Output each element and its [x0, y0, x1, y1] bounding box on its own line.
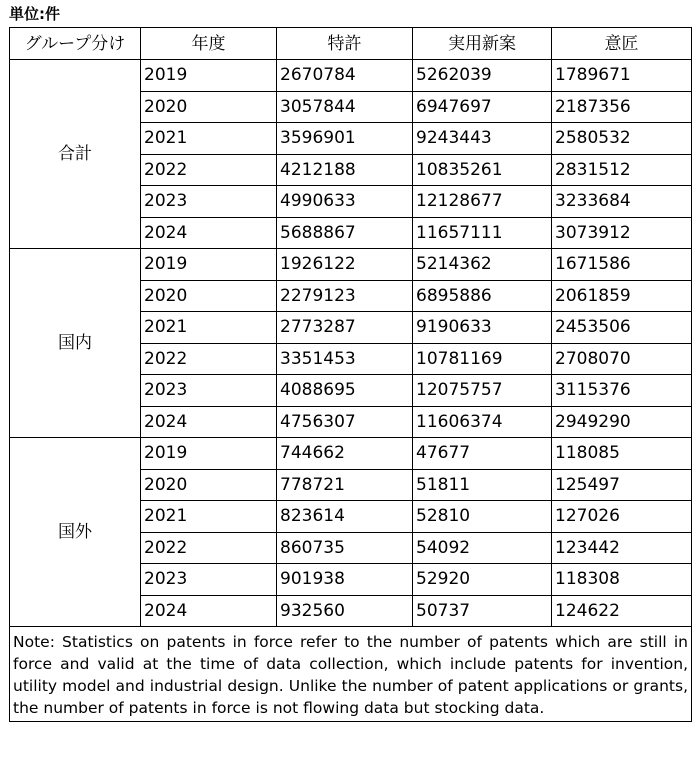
year-cell: 2020 — [141, 91, 277, 123]
patent-cell: 2279123 — [277, 280, 413, 312]
utility-model-cell: 6895886 — [413, 280, 552, 312]
design-cell: 123442 — [552, 532, 692, 564]
table-footer — [10, 627, 692, 722]
patent-cell: 3596901 — [277, 123, 413, 155]
year-cell: 2020 — [141, 280, 277, 312]
utility-model-cell: 50737 — [413, 595, 552, 627]
patent-cell: 4212188 — [277, 154, 413, 186]
utility-model-cell: 11606374 — [413, 406, 552, 438]
utility-model-cell: 9243443 — [413, 123, 552, 155]
patent-cell: 744662 — [277, 438, 413, 470]
year-cell: 2019 — [141, 249, 277, 281]
year-cell: 2023 — [141, 564, 277, 596]
year-cell: 2022 — [141, 343, 277, 375]
utility-model-cell: 10781169 — [413, 343, 552, 375]
design-cell: 2453506 — [552, 312, 692, 344]
year-cell: 2021 — [141, 123, 277, 155]
design-cell: 2949290 — [552, 406, 692, 438]
group-label: 合計 — [10, 60, 141, 249]
unit-label: 単位:件 — [9, 5, 60, 23]
group-label: 国外 — [10, 438, 141, 627]
utility-model-cell: 51811 — [413, 469, 552, 501]
utility-model-cell: 9190633 — [413, 312, 552, 344]
design-cell: 118308 — [552, 564, 692, 596]
patent-cell: 1926122 — [277, 249, 413, 281]
utility-model-cell: 52810 — [413, 501, 552, 533]
design-cell: 127026 — [552, 501, 692, 533]
patent-cell: 4088695 — [277, 375, 413, 407]
utility-model-cell: 5214362 — [413, 249, 552, 281]
patent-cell: 778721 — [277, 469, 413, 501]
design-cell: 3233684 — [552, 186, 692, 218]
table-row — [10, 438, 692, 470]
year-cell: 2024 — [141, 406, 277, 438]
year-cell: 2022 — [141, 154, 277, 186]
utility-model-cell: 12075757 — [413, 375, 552, 407]
table-header — [10, 28, 692, 60]
utility-model-cell: 6947697 — [413, 91, 552, 123]
year-cell: 2023 — [141, 375, 277, 407]
design-cell: 124622 — [552, 595, 692, 627]
design-cell: 2831512 — [552, 154, 692, 186]
design-cell: 1671586 — [552, 249, 692, 281]
design-cell: 118085 — [552, 438, 692, 470]
patent-cell: 901938 — [277, 564, 413, 596]
group-label: 国内 — [10, 249, 141, 438]
patent-cell: 2773287 — [277, 312, 413, 344]
header-utility-model: 実用新案 — [413, 28, 552, 60]
table-row — [10, 249, 692, 281]
design-cell: 2580532 — [552, 123, 692, 155]
patent-cell: 4990633 — [277, 186, 413, 218]
patent-cell: 860735 — [277, 532, 413, 564]
header-row — [10, 28, 692, 60]
utility-model-cell: 54092 — [413, 532, 552, 564]
design-cell: 1789671 — [552, 60, 692, 92]
header-year: 年度 — [141, 28, 277, 60]
year-cell: 2024 — [141, 217, 277, 249]
header-design: 意匠 — [552, 28, 692, 60]
year-cell: 2023 — [141, 186, 277, 218]
utility-model-cell: 52920 — [413, 564, 552, 596]
patent-cell: 3351453 — [277, 343, 413, 375]
design-cell: 3073912 — [552, 217, 692, 249]
year-cell: 2022 — [141, 532, 277, 564]
design-cell: 2708070 — [552, 343, 692, 375]
year-cell: 2019 — [141, 438, 277, 470]
year-cell: 2020 — [141, 469, 277, 501]
year-cell: 2024 — [141, 595, 277, 627]
utility-model-cell: 5262039 — [413, 60, 552, 92]
utility-model-cell: 10835261 — [413, 154, 552, 186]
header-patent: 特許 — [277, 28, 413, 60]
table-body — [10, 60, 692, 627]
utility-model-cell: 12128677 — [413, 186, 552, 218]
patent-cell: 5688867 — [277, 217, 413, 249]
utility-model-cell: 11657111 — [413, 217, 552, 249]
patent-cell: 3057844 — [277, 91, 413, 123]
patent-cell: 932560 — [277, 595, 413, 627]
patent-cell: 823614 — [277, 501, 413, 533]
utility-model-cell: 47677 — [413, 438, 552, 470]
patent-cell: 4756307 — [277, 406, 413, 438]
design-cell: 2187356 — [552, 91, 692, 123]
design-cell: 125497 — [552, 469, 692, 501]
note-text: Note: Statistics on patents in force refer to the number of patents which are still in force and valid at the time of data collection, which include patents for invention, utility model and industrial design. Unlike the number of patent applications or grants, the number of patents in force is not flowing data but stocking data. — [10, 627, 692, 722]
year-cell: 2019 — [141, 60, 277, 92]
patent-stats-table — [9, 27, 692, 722]
year-cell: 2021 — [141, 501, 277, 533]
year-cell: 2021 — [141, 312, 277, 344]
note-row — [10, 627, 692, 722]
table-row — [10, 60, 692, 92]
design-cell: 2061859 — [552, 280, 692, 312]
design-cell: 3115376 — [552, 375, 692, 407]
header-group: グループ分け — [10, 28, 141, 60]
patent-cell: 2670784 — [277, 60, 413, 92]
